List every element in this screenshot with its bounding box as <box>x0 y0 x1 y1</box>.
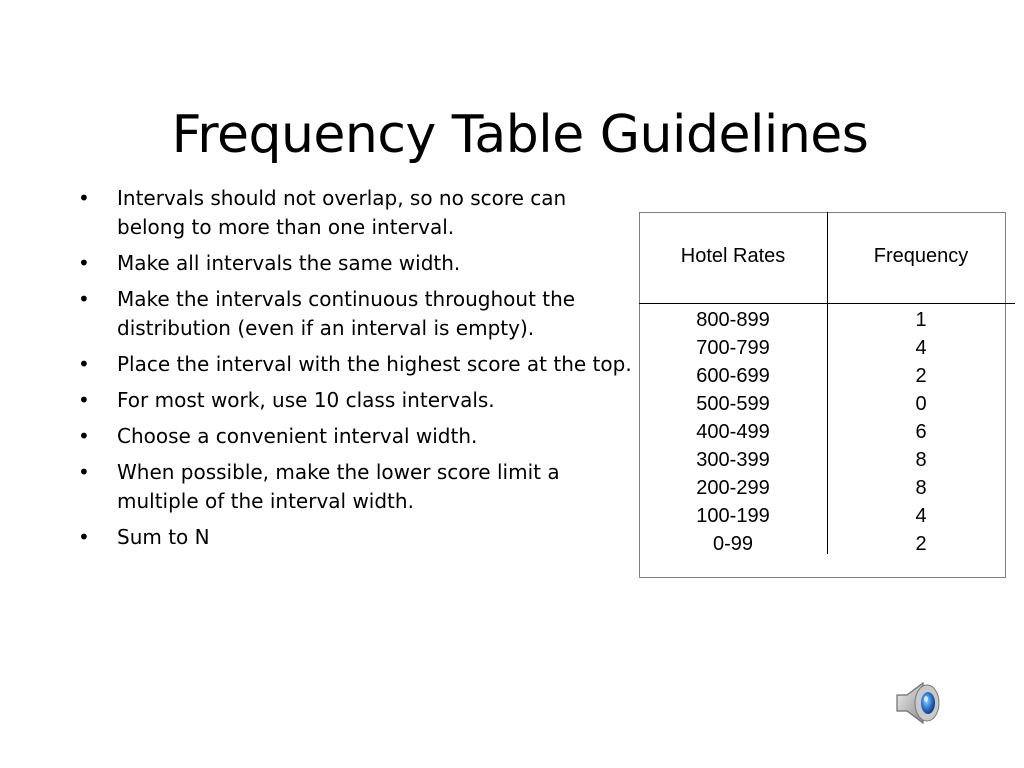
table-cell: 800-899 <box>696 309 770 331</box>
table-cell: 700-799 <box>696 337 770 359</box>
table-cell: 8 <box>915 477 927 499</box>
column-header-frequency: Frequency <box>873 245 969 267</box>
speaker-icon[interactable] <box>893 680 943 726</box>
table-cell: 0-99 <box>712 533 754 555</box>
table-column-divider <box>827 304 828 554</box>
table-cell: 8 <box>915 449 927 471</box>
table-cell: 400-499 <box>696 421 770 443</box>
list-item: • Make the intervals continuous throughout the distribution (even if an interval is empty). <box>76 285 636 343</box>
slide-title: Frequency Table Guidelines <box>171 105 869 165</box>
table-column-divider <box>827 212 828 303</box>
list-item: • Intervals should not overlap, so no score can belong to more than one interval. <box>76 184 636 242</box>
table-cell: 4 <box>915 337 927 359</box>
hotel-rates-column <box>642 306 824 558</box>
column-header-hotel-rates: Hotel Rates <box>680 245 786 267</box>
list-item: • Sum to N <box>76 523 636 552</box>
list-item: • For most work, use 10 class intervals. <box>76 386 636 415</box>
table-cell: 0 <box>915 393 927 415</box>
table-cell: 500-599 <box>696 393 770 415</box>
list-item: • Place the interval with the highest score at the top. <box>76 350 636 379</box>
table-cell: 1 <box>915 309 927 331</box>
table-cell: 2 <box>915 533 927 555</box>
guidelines-list <box>76 184 636 559</box>
table-cell: 4 <box>915 505 927 527</box>
table-cell: 100-199 <box>696 505 770 527</box>
table-cell: 6 <box>915 421 927 443</box>
table-cell: 600-699 <box>696 365 770 387</box>
table-cell: 300-399 <box>696 449 770 471</box>
list-item: • Make all intervals the same width. <box>76 249 636 278</box>
table-cell: 2 <box>915 365 927 387</box>
frequency-column <box>830 306 1012 558</box>
list-item: • Choose a convenient interval width. <box>76 422 636 451</box>
table-cell: 200-299 <box>696 477 770 499</box>
list-item: • When possible, make the lower score limit a multiple of the interval width. <box>76 458 636 516</box>
